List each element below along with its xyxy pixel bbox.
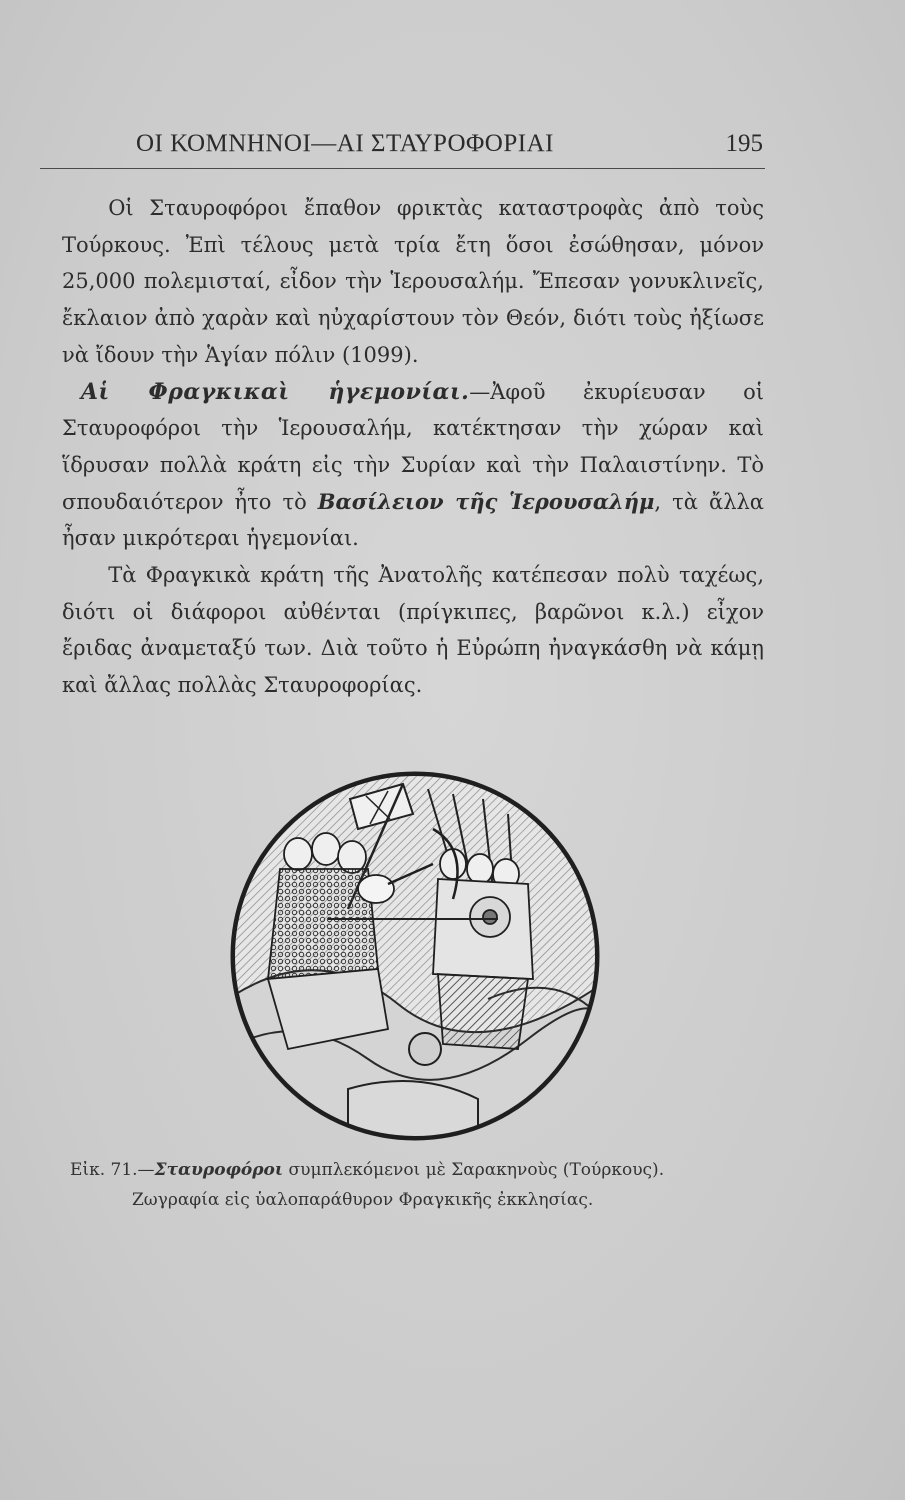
page-number: 195 — [725, 130, 763, 157]
body-text — [62, 190, 764, 704]
paragraph-2 — [62, 374, 764, 558]
paragraph-1: Οἱ Σταυροφόροι ἔπαθον φρικτὰς καταστροφὰς ἀπὸ τοὺς Τούρκους. Ἐπὶ τέλους μετὰ τρία ἔτη ὅσοι ἐσώθησαν, μόνον 25,000 πολεμισταί, εἶδον τὴν Ἱερουσαλήμ. Ἔπεσαν γονυκλινεῖς, ἔκλαιον ἀπὸ χαρὰν καὶ ηὐχαρίστουν τὸν Θεόν, διότι τοὺς ἠξίωσε νὰ ἴδουν τὴν Ἁγίαν πόλιν (1099). — [62, 196, 764, 367]
paragraph-2-text-a: —Ἀφοῦ ἐκυρίευσαν οἱ Σταυροφόροι τὴν Ἱερουσαλήμ, κατέκτησαν τὴν χώραν καὶ ἵδρυσαν πολλὰ κράτη εἰς τὴν Συρίαν καὶ τὴν Παλαιστίνην. Τὸ σπουδαιότερον ἦτο τὸ — [62, 379, 764, 514]
kingdom-emphasis: Βασίλειον τῆς Ἱερουσαλήμ — [317, 488, 655, 514]
running-head — [40, 128, 765, 169]
caption-line-1 — [70, 1155, 770, 1185]
paragraph-3: Τὰ Φραγκικὰ κράτη τῆς Ἀνατολῆς κατέπεσαν πολὺ ταχέως, διότι οἱ διάφοροι αὐθένται (πρίγκιπες, βαρῶνοι κ.λ.) εἶχον ἔριδας ἀναμεταξύ των. Διὰ τοῦτο ἡ Εὐρώπη ἠναγκάσθη νὰ κάμῃ καὶ ἄλλας πολλὰς Σταυροφορίας. — [62, 563, 764, 698]
caption-rest: συμπλεκόμενοι μὲ Σαρακηνοὺς (Τούρκους). — [283, 1160, 665, 1180]
section-heading: Αἱ Φραγκικαὶ ἡγεμονίαι. — [80, 378, 470, 405]
caption-label: Σταυροφόροι — [154, 1160, 284, 1180]
caption-number: Εἰκ. 71.— — [70, 1160, 155, 1180]
figure-caption — [70, 1155, 770, 1215]
battle-scene-illustration — [228, 769, 602, 1143]
running-title: ΟΙ ΚΟΜΝΗΝΟΙ—ΑΙ ΣΤΑΥΡΟΦΟΡΙΑΙ — [136, 130, 554, 157]
paragraph-2-text-b: , τὰ ἄλλα ἦσαν μικρότεραι ἡγεμονίαι. — [62, 489, 764, 551]
caption-line-2: Ζωγραφία εἰς ὑαλοπαράθυρον Φραγκικῆς ἐκκλησίας. — [132, 1190, 594, 1210]
